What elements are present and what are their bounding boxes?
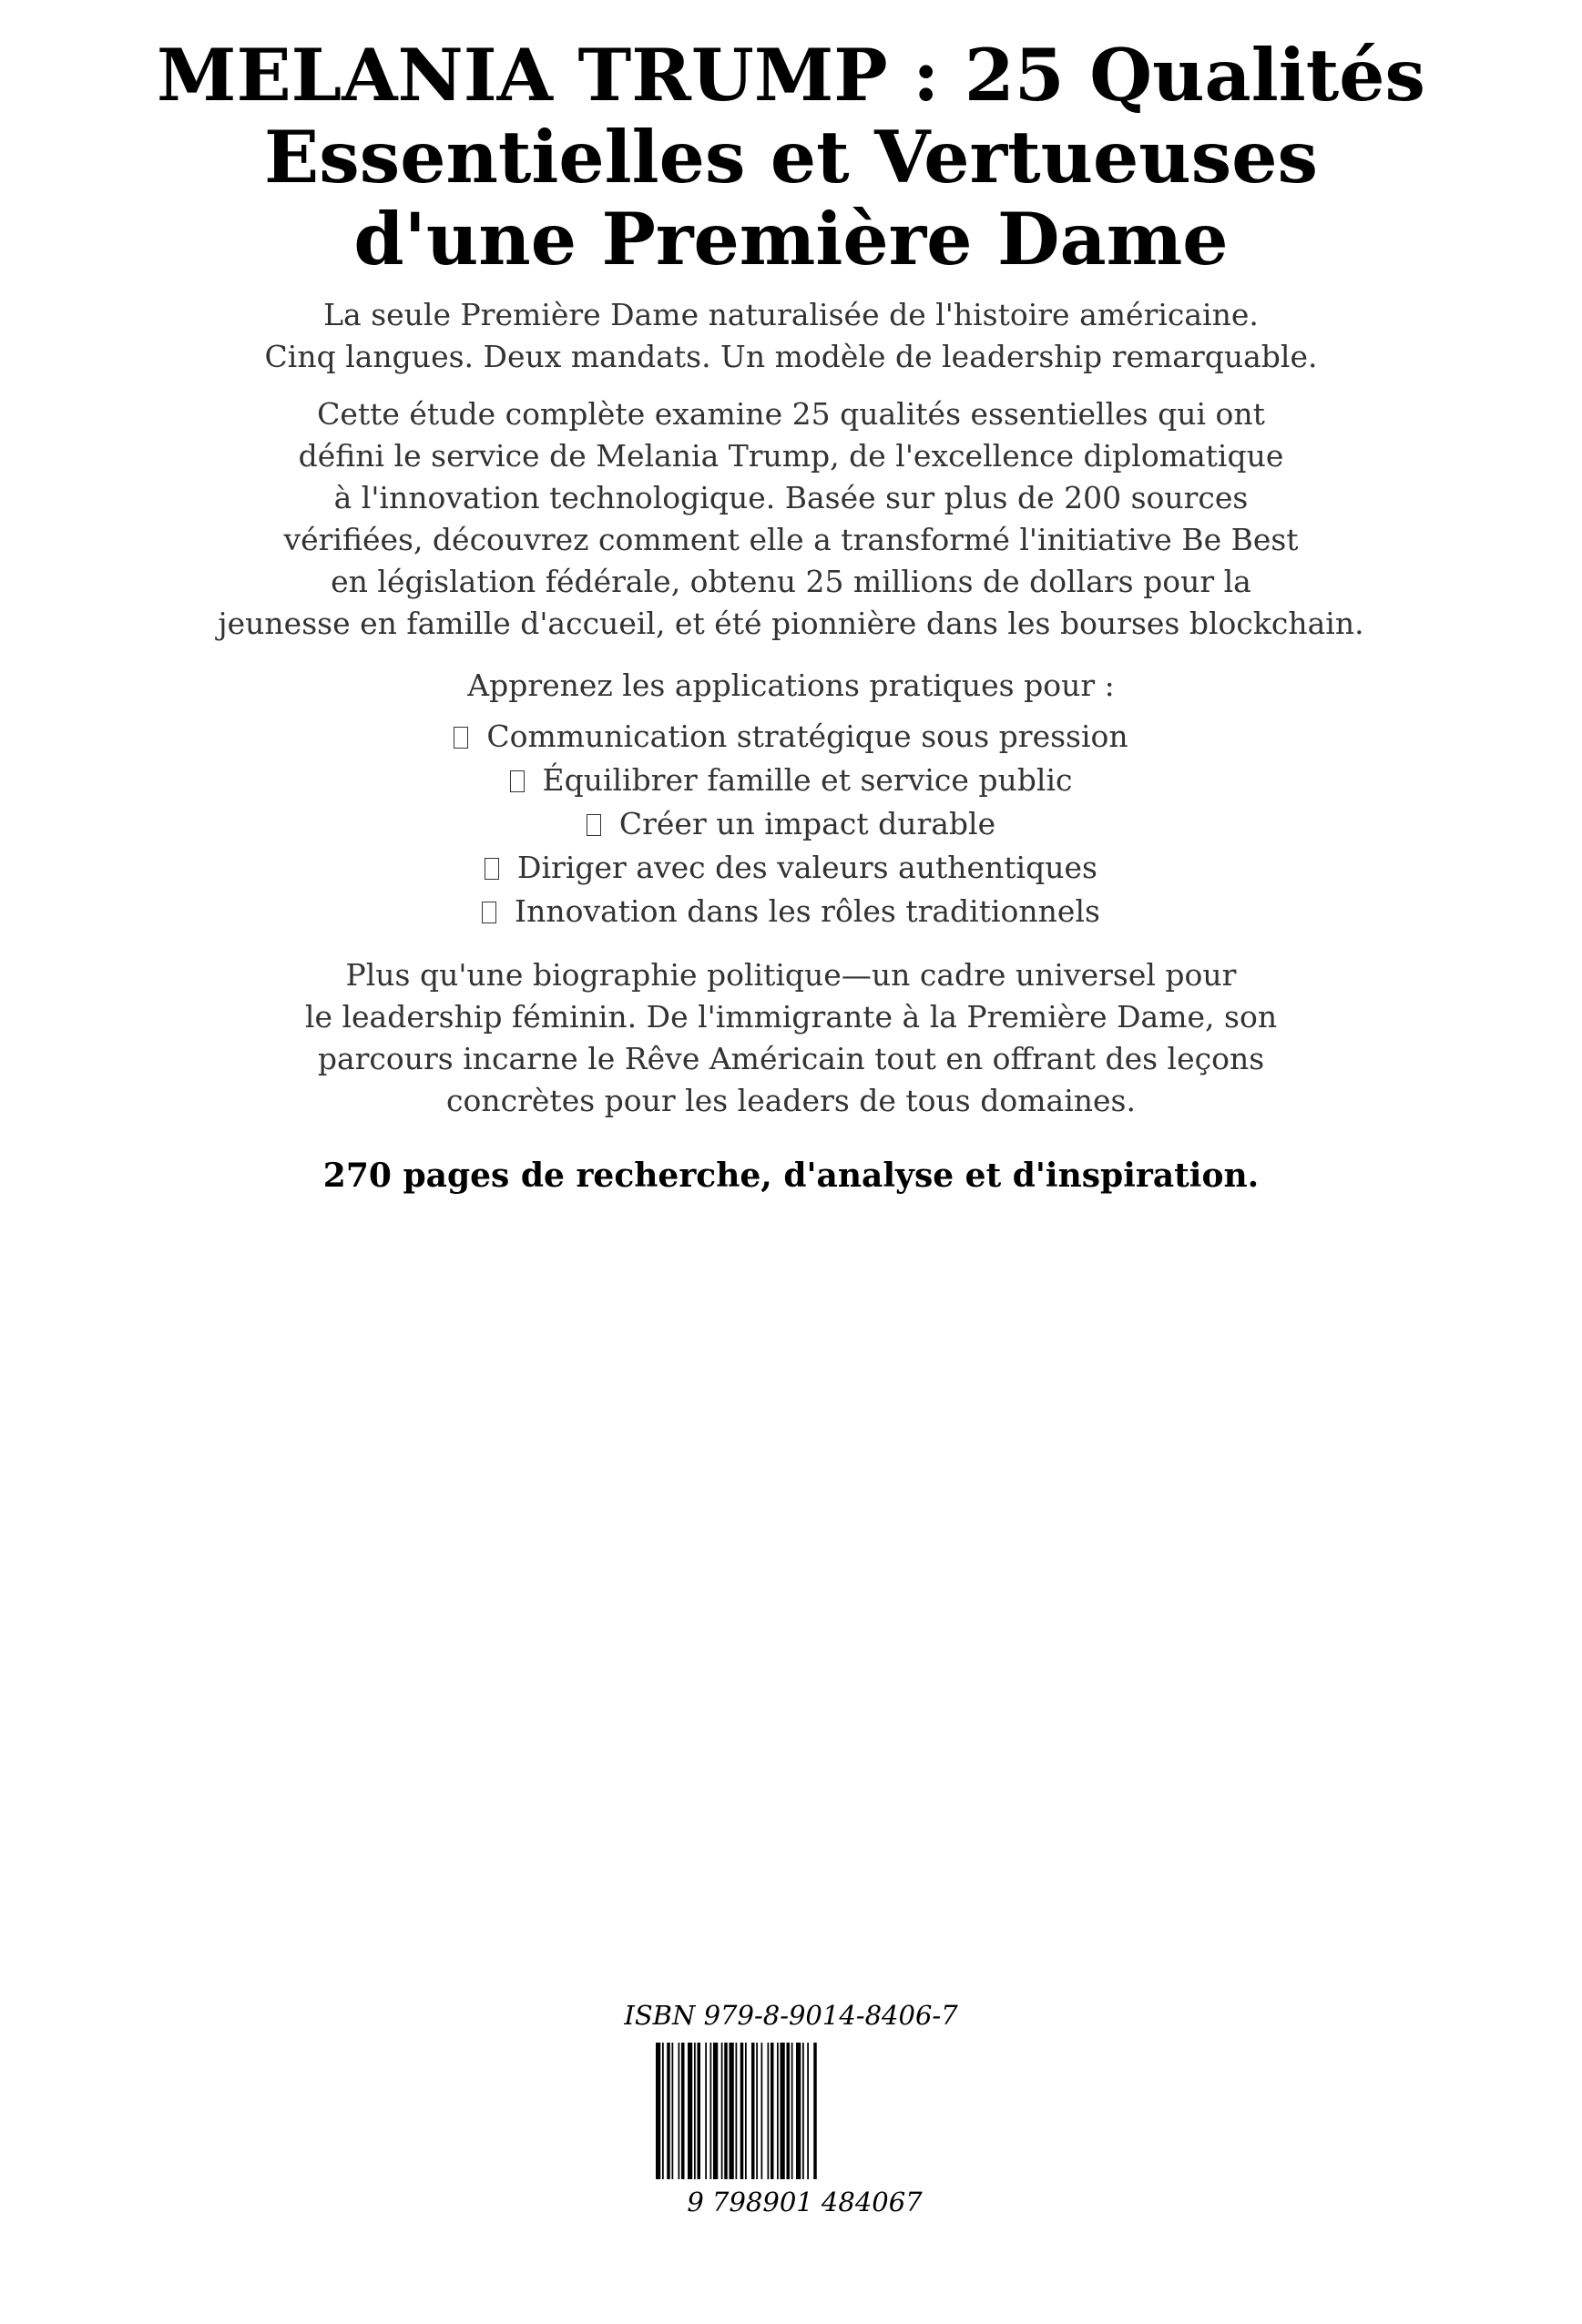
barcode-bar <box>721 2043 723 2179</box>
title-line: MELANIA TRUMP : 25 Qualités <box>157 33 1425 117</box>
description-line: jeunesse en famille d'accueil, et été pionnière dans les bourses blockchain. <box>218 606 1364 641</box>
barcode-bar <box>736 2043 738 2179</box>
barcode-bar <box>807 2043 809 2179</box>
tagline-line: La seule Première Dame naturalisée de l'histoire américaine. <box>323 297 1259 332</box>
tagline-line: Cinq langues. Deux mandats. Un modèle de leadership remarquable. <box>264 339 1318 374</box>
description-line: vérifiées, découvrez comment elle a transformé l'initiative Be Best <box>283 522 1299 557</box>
barcode-bar <box>713 2043 718 2179</box>
description-line: défini le service de Melania Trump, de l'excellence diplomatique <box>298 438 1284 474</box>
barcode-bar <box>768 2043 770 2179</box>
list-item-label: Équilibrer famille et service public <box>542 762 1073 798</box>
barcode-bar <box>724 2043 728 2179</box>
barcode-bar <box>730 2043 734 2179</box>
closing-line: parcours incarne le Rêve Américain tout en offrant des leçons <box>317 1041 1265 1076</box>
applications-list <box>91 715 1491 933</box>
list-item <box>91 759 1491 802</box>
barcode-bar <box>777 2043 779 2179</box>
barcode-bar <box>679 2043 680 2179</box>
description-line: en législation fédérale, obtenu 25 millions de dollars pour la <box>331 564 1251 599</box>
barcode-bar <box>796 2043 801 2179</box>
barcode-digits: 9 798901 484067 <box>687 2186 923 2217</box>
closing-paragraph <box>91 954 1491 1122</box>
barcode-bar <box>688 2043 692 2179</box>
barcode-bar <box>656 2043 660 2179</box>
list-item <box>91 890 1491 933</box>
list-item-label: Communication stratégique sous pression <box>486 719 1128 754</box>
list-item-label: Diriger avec des valeurs authentiques <box>517 850 1097 885</box>
barcode-bar <box>662 2043 664 2179</box>
list-item-label: Innovation dans les rôles traditionnels <box>515 893 1100 929</box>
barcode-bar <box>698 2043 701 2179</box>
list-item-label: Créer un impact durable <box>618 806 996 841</box>
barcode-icon <box>656 2043 849 2179</box>
barcode-bar <box>672 2043 674 2179</box>
barcode-bar <box>781 2043 785 2179</box>
barcode-bar <box>667 2043 670 2179</box>
list-item <box>91 846 1491 890</box>
checkbox-icon <box>485 858 499 880</box>
barcode-bar <box>787 2043 791 2179</box>
barcode-bar <box>756 2043 758 2179</box>
isbn-label: ISBN 979-8-9014-8406-7 <box>624 2000 958 2031</box>
barcode-bar <box>813 2043 817 2179</box>
barcode-bar <box>761 2043 763 2179</box>
description-line: à l'innovation technologique. Basée sur plus de 200 sources <box>333 480 1249 515</box>
checkbox-icon <box>454 727 468 749</box>
list-item <box>91 802 1491 846</box>
page-count-statement: 270 pages de recherche, d'analyse et d'inspiration. <box>322 1157 1260 1195</box>
list-item <box>91 715 1491 759</box>
barcode-bar <box>745 2043 747 2179</box>
barcode-bar <box>740 2043 744 2179</box>
checkbox-icon <box>587 814 601 836</box>
barcode-bar <box>694 2043 696 2179</box>
closing-line: le leadership féminin. De l'immigrante à la Première Dame, son <box>304 999 1278 1035</box>
closing-line: concrètes pour les leaders de tous domaines. <box>446 1083 1136 1118</box>
description-line: Cette étude complète examine 25 qualités essentielles qui ont <box>317 396 1265 432</box>
checkbox-icon <box>510 770 525 792</box>
barcode-bar <box>705 2043 707 2179</box>
checkbox-icon <box>482 902 496 923</box>
tagline <box>91 294 1491 378</box>
title-line: d'une Première Dame <box>353 197 1229 281</box>
book-title <box>91 35 1491 280</box>
applications-intro: Apprenez les applications pratiques pour : <box>467 668 1115 703</box>
barcode-bar <box>681 2043 685 2179</box>
title-line: Essentielles et Vertueuses <box>264 115 1318 199</box>
closing-line: Plus qu'une biographie politique—un cadre universel pour <box>345 957 1237 993</box>
barcode-bar <box>751 2043 755 2179</box>
barcode-bar <box>771 2043 774 2179</box>
barcode-bar <box>791 2043 793 2179</box>
barcode-bar <box>802 2043 804 2179</box>
description <box>91 393 1491 645</box>
barcode-bar <box>710 2043 712 2179</box>
